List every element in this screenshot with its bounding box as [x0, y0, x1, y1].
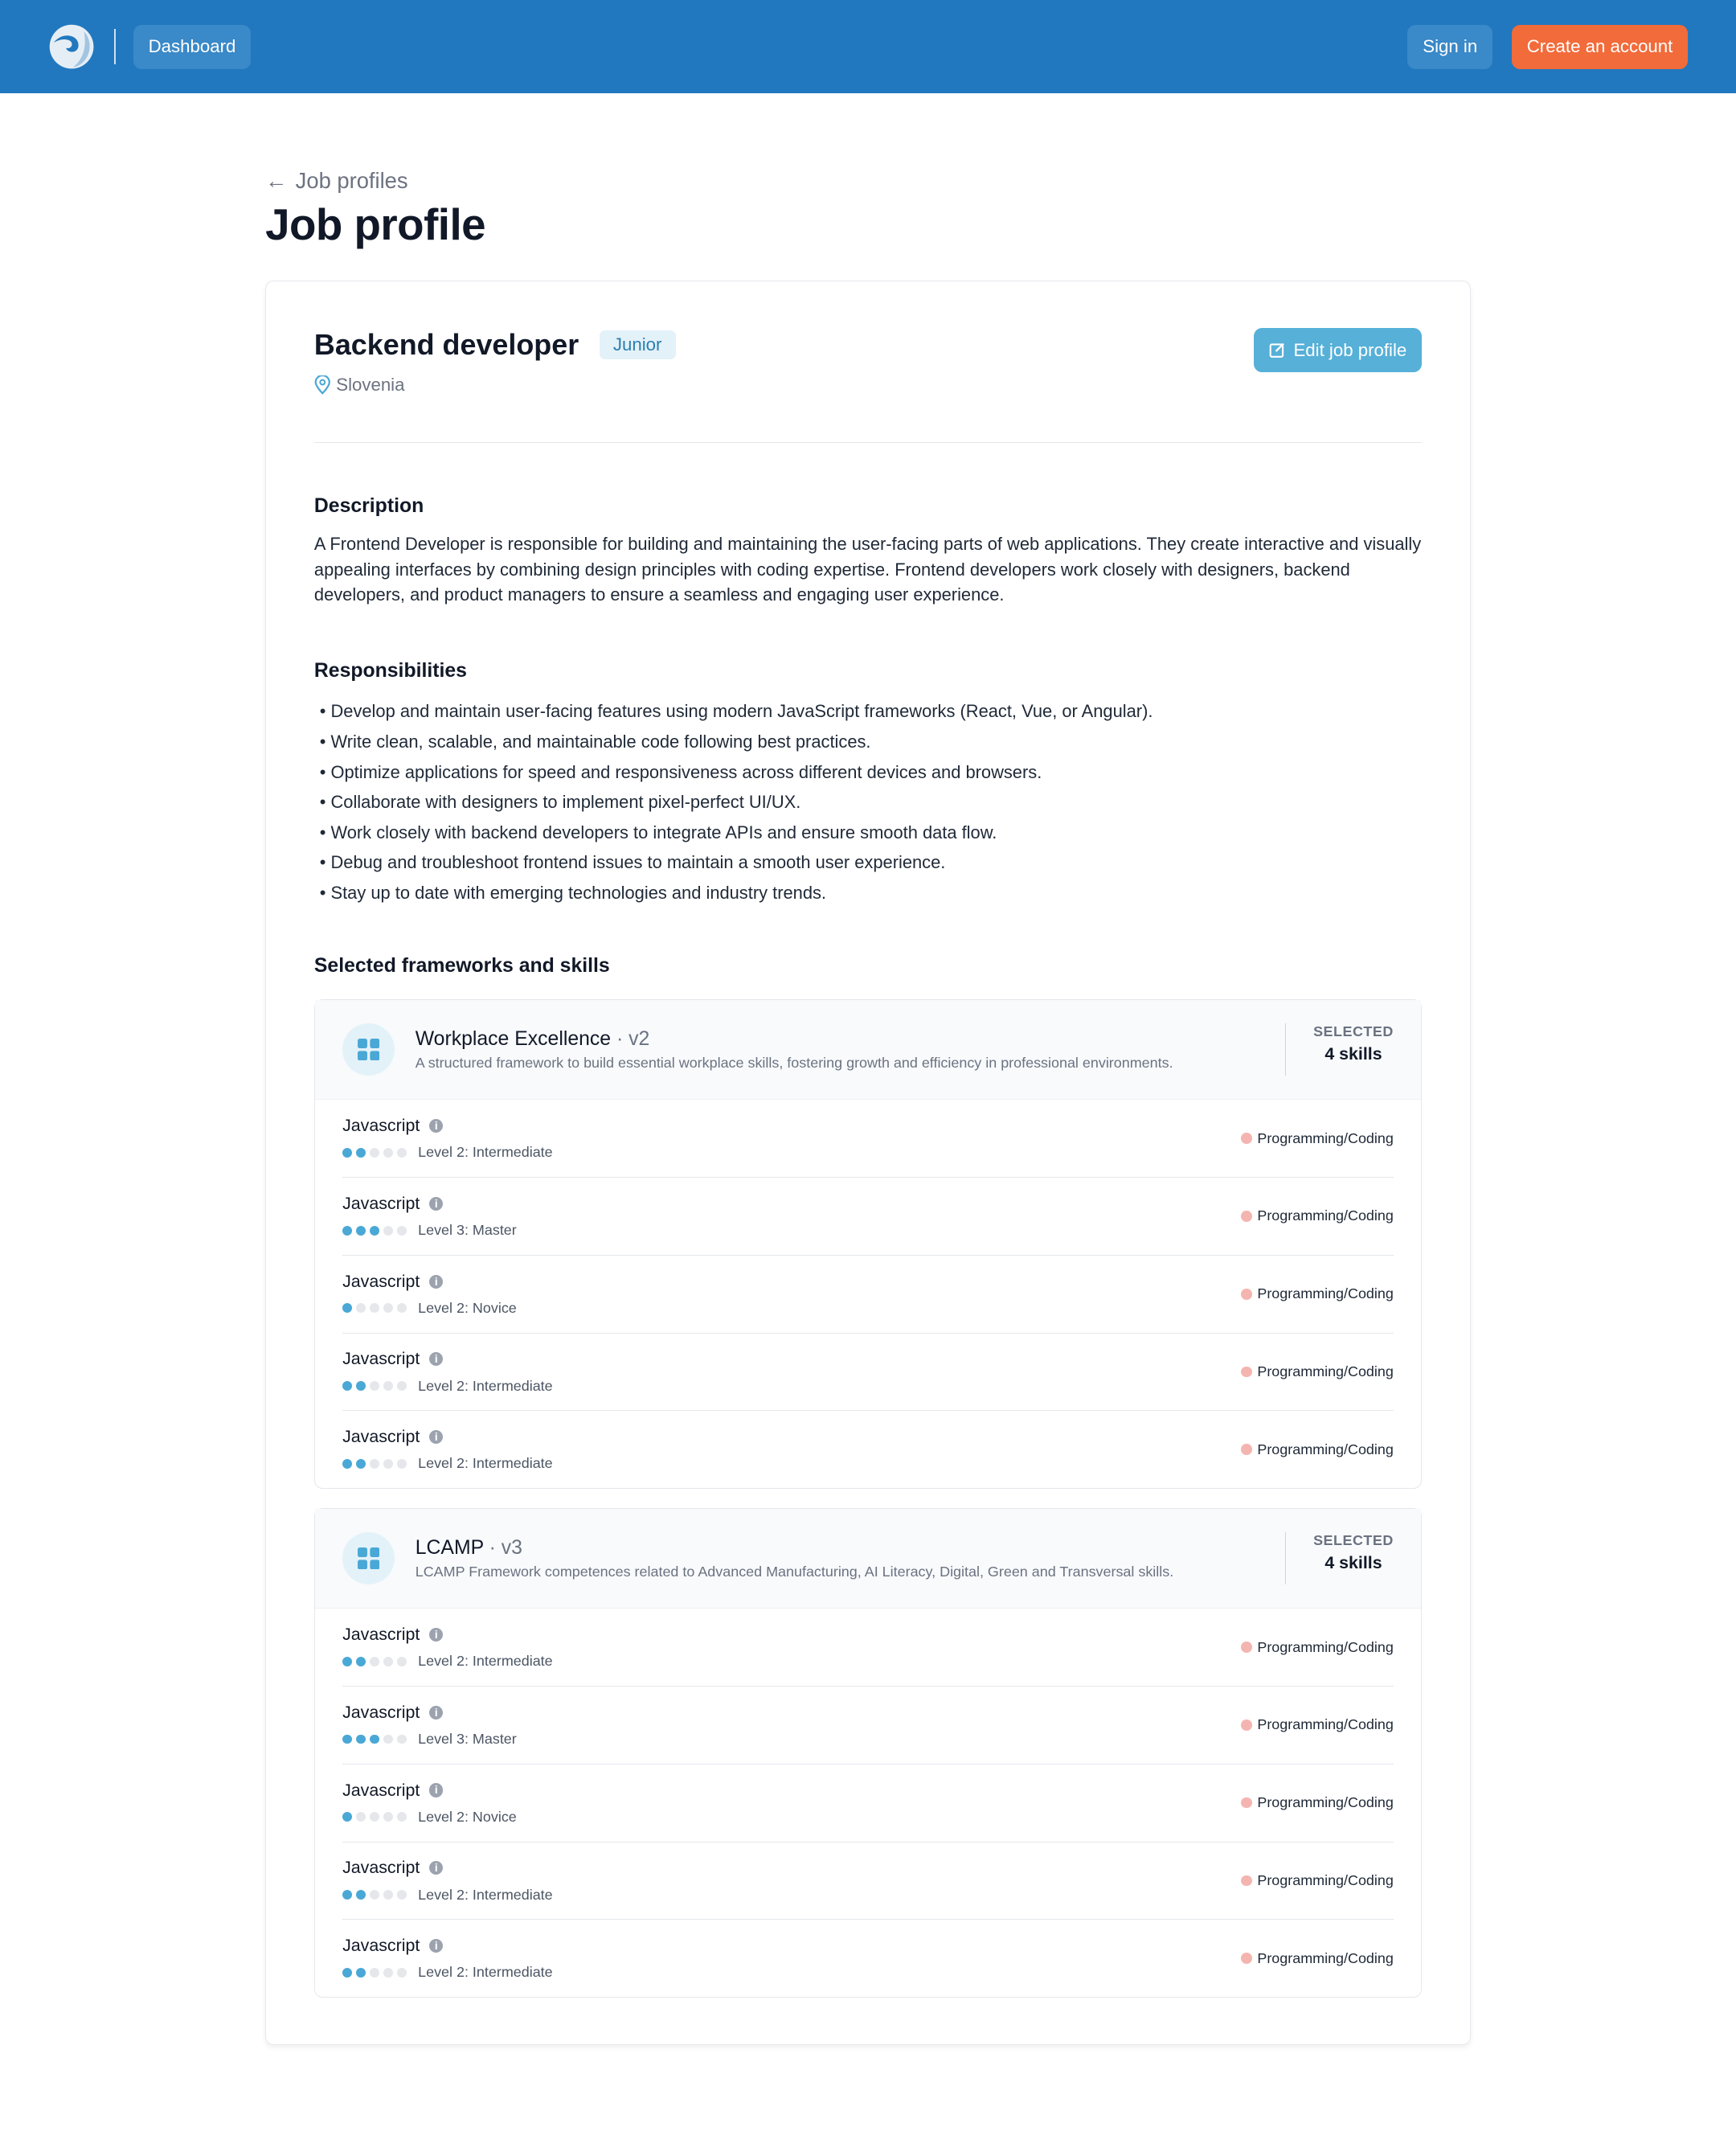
- level-dot: [356, 1890, 366, 1900]
- level-dot: [356, 1303, 366, 1313]
- level-label: Level 2: Intermediate: [418, 1653, 553, 1670]
- level-dot: [342, 1148, 352, 1158]
- selected-count: 4 skills: [1325, 1044, 1382, 1064]
- level-dot: [397, 1226, 407, 1236]
- level-dot: [383, 1148, 393, 1158]
- category-dot-icon: [1241, 1719, 1252, 1731]
- level-dot: [342, 1226, 352, 1236]
- list-item: • Write clean, scalable, and maintainable code following best practices.: [320, 727, 1422, 757]
- info-icon[interactable]: i: [429, 1352, 443, 1366]
- info-icon[interactable]: i: [429, 1783, 443, 1797]
- level-badge: Junior: [600, 330, 676, 359]
- level-dot: [356, 1657, 366, 1666]
- list-item: • Debug and troubleshoot frontend issues to maintain a smooth user experience.: [320, 847, 1422, 878]
- level-dot: [397, 1890, 407, 1900]
- list-item: • Work closely with backend developers to integrate APIs and ensure smooth data flow.: [320, 818, 1422, 848]
- skill-row: [342, 1100, 1394, 1178]
- level-dot: [397, 1968, 407, 1978]
- skill-level: [342, 1731, 517, 1748]
- category-dot-icon: [1241, 1953, 1252, 1964]
- job-title: Backend developer: [313, 328, 579, 362]
- sign-in-button[interactable]: Sign in: [1407, 25, 1492, 69]
- category-dot-icon: [1241, 1133, 1252, 1144]
- info-icon[interactable]: i: [429, 1430, 443, 1444]
- level-dot: [356, 1148, 366, 1158]
- list-item: • Stay up to date with emerging technologies and industry trends.: [320, 878, 1422, 908]
- category-dot-icon: [1241, 1367, 1252, 1378]
- level-dot: [397, 1148, 407, 1158]
- selected-label: SELECTED: [1313, 1532, 1394, 1549]
- edit-label: Edit job profile: [1293, 339, 1407, 360]
- category-dot-icon: [1241, 1875, 1252, 1887]
- skill-level: [342, 1653, 553, 1670]
- category-dot-icon: [1241, 1289, 1252, 1300]
- skills-heading: Selected frameworks and skills: [313, 954, 610, 977]
- framework-card: [314, 999, 1422, 1489]
- level-dot: [342, 1381, 352, 1391]
- skill-row: [342, 1256, 1394, 1334]
- level-dot: [397, 1735, 407, 1744]
- level-dot: [370, 1812, 379, 1822]
- level-dot: [397, 1812, 407, 1822]
- level-dot: [383, 1735, 393, 1744]
- skill-row: [342, 1842, 1394, 1920]
- list-item: • Develop and maintain user-facing features using modern JavaScript frameworks (React, Vue, or Angular).: [320, 696, 1422, 727]
- level-label: Level 3: Master: [418, 1222, 517, 1239]
- info-icon[interactable]: i: [429, 1275, 443, 1289]
- framework-description: LCAMP Framework competences related to Advanced Manufacturing, AI Literacy, Digital, Green and Transversal skills.: [415, 1563, 1174, 1580]
- level-dot: [356, 1226, 366, 1236]
- info-icon[interactable]: i: [429, 1628, 443, 1642]
- info-icon[interactable]: i: [429, 1197, 443, 1211]
- skill-category: Programming/Coding: [1257, 1285, 1394, 1302]
- skill-name: Javascript: [342, 1702, 420, 1722]
- location-pin-icon: [314, 375, 331, 395]
- level-dot: [397, 1657, 407, 1666]
- level-dot: [356, 1812, 366, 1822]
- skill-name: Javascript: [342, 1271, 420, 1291]
- skill-name: Javascript: [342, 1858, 420, 1878]
- category-dot-icon: [1241, 1211, 1252, 1222]
- arrow-left-icon: ←: [265, 167, 288, 193]
- level-dot: [342, 1812, 352, 1822]
- breadcrumb-label: Job profiles: [295, 167, 408, 193]
- level-dot: [370, 1890, 379, 1900]
- skill-name: Javascript: [342, 1116, 420, 1136]
- skill-row: [342, 1609, 1394, 1687]
- level-dot: [370, 1968, 379, 1978]
- selected-label: SELECTED: [1313, 1023, 1394, 1040]
- level-dot: [383, 1968, 393, 1978]
- location: Slovenia: [336, 374, 405, 395]
- skill-category: Programming/Coding: [1257, 1716, 1394, 1733]
- level-dot: [356, 1735, 366, 1744]
- framework-version: · v2: [616, 1027, 650, 1050]
- level-dot: [356, 1459, 366, 1469]
- skill-category: Programming/Coding: [1257, 1207, 1394, 1224]
- level-label: Level 2: Intermediate: [418, 1455, 553, 1472]
- level-dot: [356, 1968, 366, 1978]
- skill-name: Javascript: [342, 1349, 420, 1369]
- skill-level: [342, 1144, 553, 1161]
- responsibilities-heading: Responsibilities: [313, 660, 467, 682]
- description-text: A Frontend Developer is responsible for building and maintaining the user-facing parts of web applications. They create interactive and visually appealing interfaces by combining design principles with coding expertise. Frontend developers work closely with designers, backend developers, and product managers to ensure a seamless and engaging user experience.: [313, 533, 1422, 605]
- level-dot: [383, 1890, 393, 1900]
- level-label: Level 2: Novice: [418, 1299, 517, 1316]
- level-dot: [370, 1657, 379, 1666]
- page-title: Job profile: [265, 199, 486, 250]
- level-dot: [397, 1303, 407, 1313]
- category-dot-icon: [1241, 1444, 1252, 1455]
- selected-count: 4 skills: [1325, 1553, 1382, 1573]
- skill-level: [342, 1300, 517, 1317]
- info-icon[interactable]: i: [429, 1939, 443, 1953]
- skill-category: Programming/Coding: [1257, 1441, 1394, 1457]
- level-dot: [370, 1735, 379, 1744]
- skill-category: Programming/Coding: [1257, 1129, 1394, 1146]
- skill-level: [342, 1378, 553, 1395]
- framework-description: A structured framework to build essential workplace skills, fostering growth and efficiency in professional environments.: [415, 1054, 1173, 1071]
- framework-header: [315, 1509, 1421, 1609]
- level-dot: [383, 1226, 393, 1236]
- nav-dashboard[interactable]: Dashboard: [133, 25, 251, 69]
- level-label: Level 2: Intermediate: [418, 1144, 553, 1161]
- edit-icon: [1269, 342, 1286, 359]
- skill-category: Programming/Coding: [1257, 1638, 1394, 1655]
- skill-name: Javascript: [342, 1936, 420, 1956]
- skill-row: [342, 1334, 1394, 1412]
- info-icon[interactable]: i: [429, 1861, 443, 1875]
- framework-header: [315, 1000, 1421, 1100]
- level-dot: [383, 1812, 393, 1822]
- level-dot: [370, 1226, 379, 1236]
- framework-name: Workplace Excellence: [415, 1027, 612, 1050]
- info-icon[interactable]: i: [429, 1706, 443, 1719]
- divider: [114, 29, 116, 64]
- skill-category: Programming/Coding: [1257, 1871, 1394, 1888]
- skill-row: [342, 1178, 1394, 1256]
- skill-name: Javascript: [342, 1624, 420, 1644]
- level-dot: [370, 1303, 379, 1313]
- skill-name: Javascript: [342, 1780, 420, 1800]
- info-icon[interactable]: i: [429, 1119, 443, 1133]
- edit-job-profile-button[interactable]: [1254, 328, 1422, 372]
- top-navbar: [0, 0, 1736, 93]
- skill-row: [342, 1411, 1394, 1488]
- skill-category: Programming/Coding: [1257, 1949, 1394, 1966]
- skill-level: [342, 1455, 553, 1472]
- level-dot: [370, 1148, 379, 1158]
- list-item: • Collaborate with designers to implement pixel-perfect UI/UX.: [320, 787, 1422, 818]
- category-dot-icon: [1241, 1797, 1252, 1809]
- level-label: Level 3: Master: [418, 1730, 517, 1747]
- level-dot: [383, 1459, 393, 1469]
- level-dot: [342, 1890, 352, 1900]
- breadcrumb-back-link[interactable]: [265, 168, 1471, 194]
- skill-level: [342, 1887, 553, 1904]
- skill-row: [342, 1920, 1394, 1997]
- list-item: • Optimize applications for speed and responsiveness across different devices and browsers.: [320, 757, 1422, 788]
- level-dot: [356, 1381, 366, 1391]
- grid-icon: [342, 1023, 395, 1076]
- level-dot: [342, 1735, 352, 1744]
- level-dot: [383, 1303, 393, 1313]
- skill-name: Javascript: [342, 1427, 420, 1447]
- job-profile-card: [265, 281, 1471, 2045]
- framework-version: · v3: [489, 1536, 522, 1559]
- level-dot: [397, 1459, 407, 1469]
- skill-row: [342, 1687, 1394, 1765]
- skill-level: [342, 1964, 553, 1981]
- level-dot: [342, 1303, 352, 1313]
- level-label: Level 2: Novice: [418, 1808, 517, 1825]
- level-dot: [342, 1459, 352, 1469]
- skill-category: Programming/Coding: [1257, 1363, 1394, 1379]
- framework-card: [314, 1508, 1422, 1998]
- grid-icon: [342, 1532, 395, 1584]
- level-label: Level 2: Intermediate: [418, 1377, 553, 1394]
- framework-name: LCAMP: [415, 1536, 484, 1559]
- skill-name: Javascript: [342, 1193, 420, 1213]
- level-dot: [370, 1459, 379, 1469]
- level-dot: [342, 1657, 352, 1666]
- logo-icon[interactable]: [48, 23, 95, 70]
- skill-level: [342, 1222, 517, 1239]
- level-label: Level 2: Intermediate: [418, 1886, 553, 1903]
- level-label: Level 2: Intermediate: [418, 1964, 553, 1981]
- description-heading: Description: [313, 494, 424, 517]
- framework-list: [314, 999, 1422, 1998]
- skill-level: [342, 1809, 517, 1826]
- category-dot-icon: [1241, 1642, 1252, 1653]
- level-dot: [383, 1381, 393, 1391]
- level-dot: [397, 1381, 407, 1391]
- level-dot: [370, 1381, 379, 1391]
- create-account-button[interactable]: Create an account: [1512, 25, 1688, 69]
- skill-row: [342, 1765, 1394, 1842]
- responsibilities-list: [314, 696, 1422, 908]
- skill-category: Programming/Coding: [1257, 1794, 1394, 1811]
- level-dot: [383, 1657, 393, 1666]
- level-dot: [342, 1968, 352, 1978]
